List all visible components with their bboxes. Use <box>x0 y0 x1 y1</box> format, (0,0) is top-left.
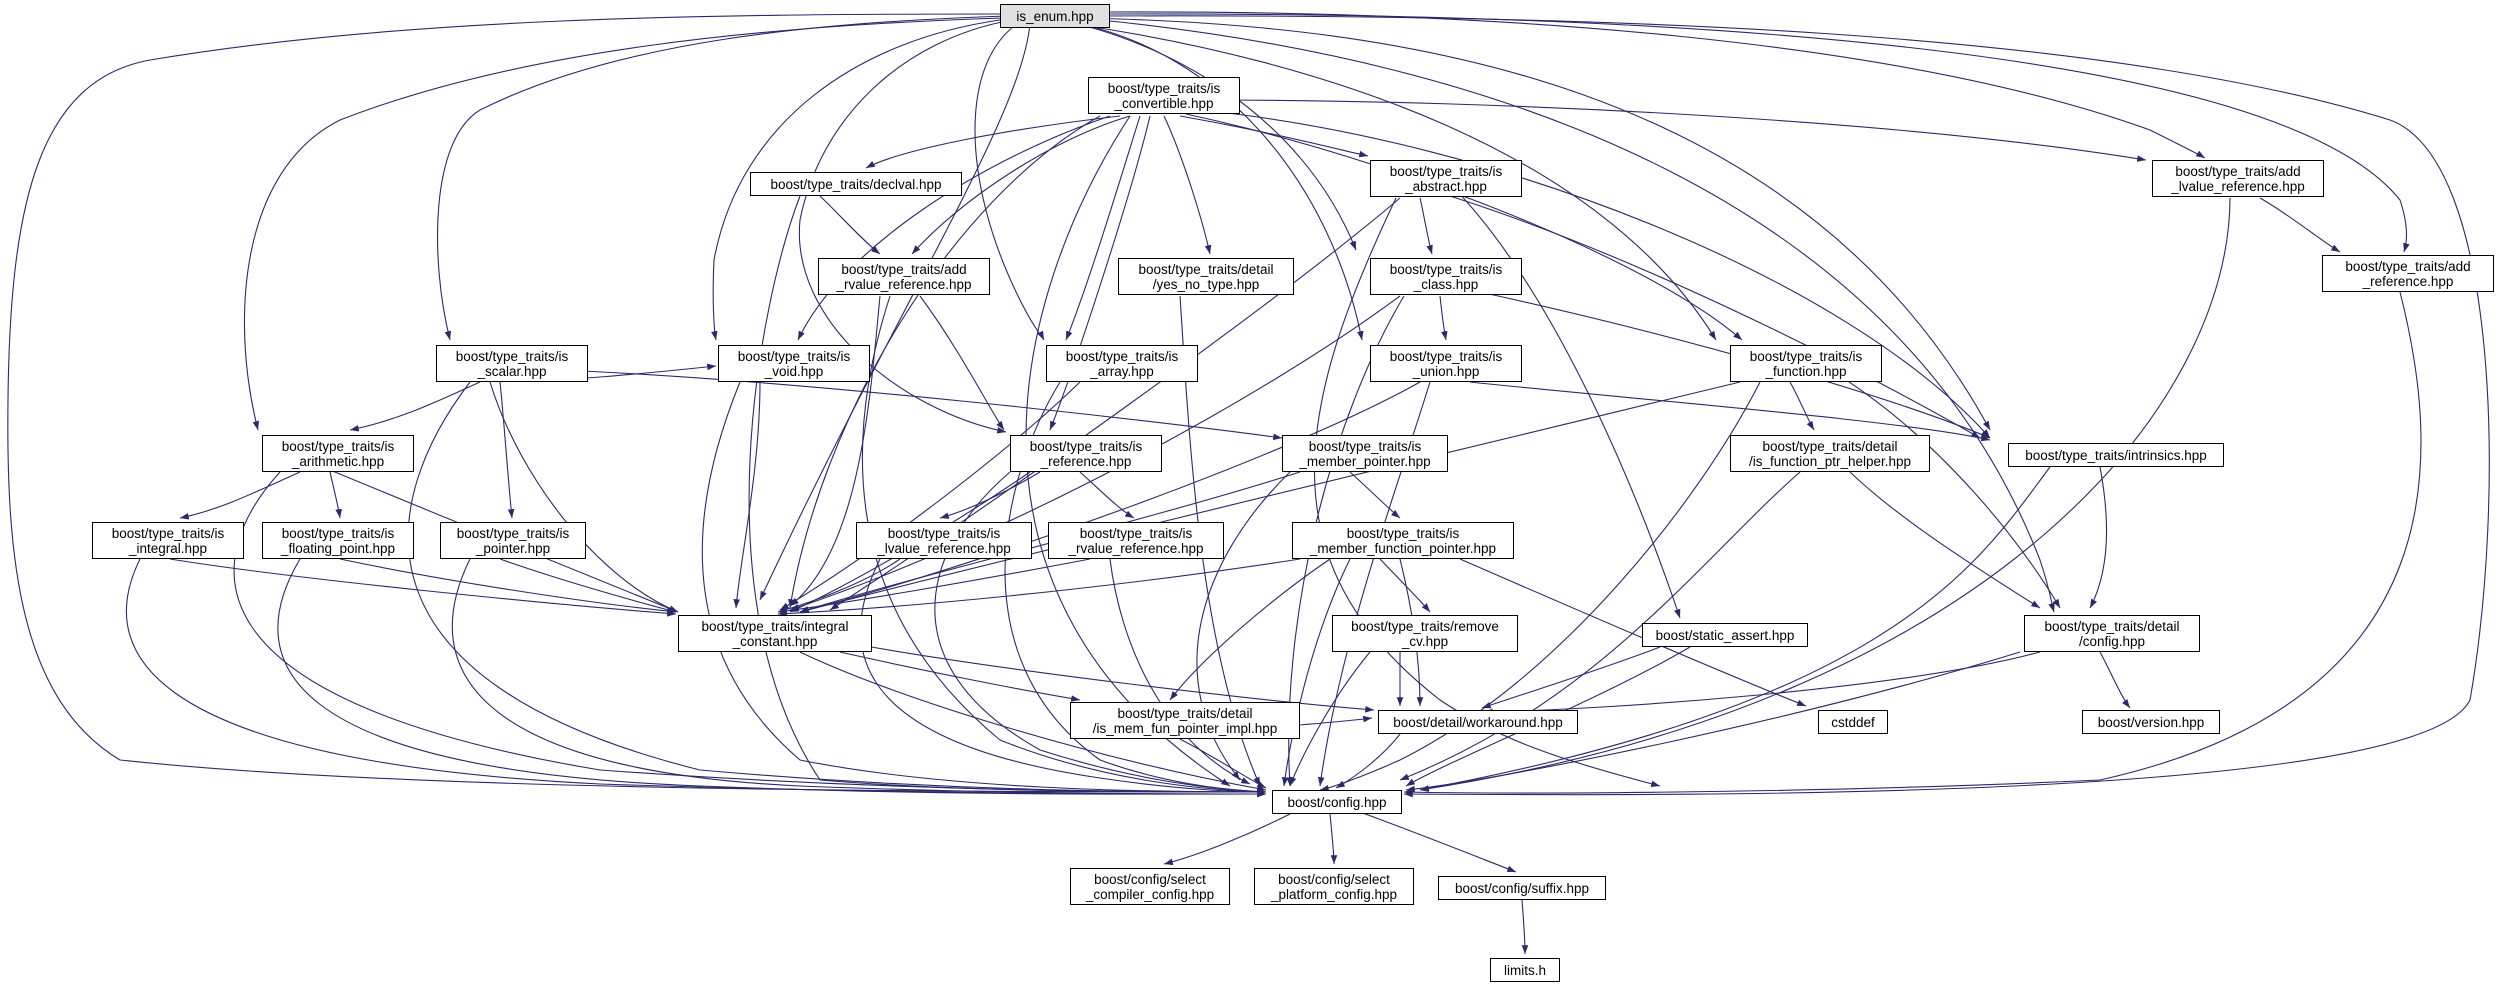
graph-node-is_scalar[interactable] <box>436 345 588 382</box>
graph-node-label: boost/type_traits/integral <box>701 618 849 634</box>
graph-node-select_platform[interactable] <box>1254 868 1414 905</box>
graph-node-label: /yes_no_type.hpp <box>1152 276 1260 292</box>
graph-node-label: boost/config/select <box>1278 871 1390 887</box>
graph-node-label: boost/type_traits/add <box>2345 258 2471 274</box>
graph-node-label: _array.hpp <box>1090 363 1154 379</box>
graph-node-label: _lvalue_reference.hpp <box>877 540 1011 556</box>
graph-node-label: boost/type_traits/is <box>1389 163 1503 179</box>
graph-node-label: boost/type_traits/is <box>737 348 851 364</box>
graph-node-label: boost/type_traits/is <box>1749 348 1863 364</box>
graph-node-label: boost/version.hpp <box>2097 714 2205 730</box>
graph-node-intrinsics[interactable] <box>2008 443 2224 467</box>
graph-node-is_member_func_ptr[interactable] <box>1292 522 1514 559</box>
graph-node-is_union[interactable] <box>1370 345 1522 382</box>
graph-node-label: boost/type_traits/add <box>2175 163 2301 179</box>
graph-node-label: boost/type_traits/is <box>456 525 570 541</box>
graph-node-label: _member_pointer.hpp <box>1299 453 1431 469</box>
graph-node-label: _arithmetic.hpp <box>291 453 385 469</box>
graph-node-label: _function.hpp <box>1765 363 1847 379</box>
graph-node-label: _union.hpp <box>1412 363 1480 379</box>
graph-node-label: boost/type_traits/is <box>455 348 569 364</box>
graph-node-label: boost/config/select <box>1094 871 1206 887</box>
graph-node-label: _lvalue_reference.hpp <box>2171 178 2305 194</box>
graph-node-is_pointer[interactable] <box>440 522 586 559</box>
graph-node-label: boost/type_traits/is <box>1308 438 1422 454</box>
graph-node-label: _reference.hpp <box>1040 453 1132 469</box>
graph-node-is_class[interactable] <box>1370 258 1522 295</box>
graph-node-is_void[interactable] <box>718 345 870 382</box>
graph-node-label: _integral.hpp <box>128 540 208 556</box>
graph-node-label: boost/type_traits/detail <box>1117 705 1253 721</box>
graph-node-label: _compiler_config.hpp <box>1085 886 1215 902</box>
graph-node-add_rvalue_ref[interactable] <box>818 258 990 295</box>
graph-node-is_arithmetic[interactable] <box>262 435 414 472</box>
graph-node-label: boost/type_traits/is <box>1346 525 1460 541</box>
graph-node-is_func_ptr_helper[interactable] <box>1730 435 1930 472</box>
graph-node-version[interactable] <box>2082 710 2220 734</box>
graph-node-label: boost/type_traits/is <box>1029 438 1143 454</box>
graph-node-is_member_pointer[interactable] <box>1282 435 1448 472</box>
graph-node-declval[interactable] <box>750 172 962 196</box>
graph-node-label: _cv.hpp <box>1401 633 1449 649</box>
graph-node-label: boost/type_traits/detail <box>1138 261 1274 277</box>
graph-node-config_suffix[interactable] <box>1438 876 1606 900</box>
graph-node-label: /is_function_ptr_helper.hpp <box>1748 453 1912 469</box>
graph-node-label: boost/type_traits/remove <box>1351 618 1499 634</box>
graph-node-label: boost/type_traits/declval.hpp <box>770 176 942 192</box>
graph-node-label: _rvalue_reference.hpp <box>1068 540 1204 556</box>
graph-node-label: is_enum.hpp <box>1016 8 1094 24</box>
graph-node-label: boost/type_traits/is <box>281 525 395 541</box>
graph-node-label: _member_function_pointer.hpp <box>1309 540 1497 556</box>
graph-node-is_floating_point[interactable] <box>262 522 414 559</box>
graph-node-label: boost/type_traits/add <box>841 261 967 277</box>
graph-node-label: _void.hpp <box>764 363 824 379</box>
graph-node-label: /config.hpp <box>2078 633 2146 649</box>
graph-node-label: boost/type_traits/is <box>1065 348 1179 364</box>
graph-node-yes_no_type[interactable] <box>1118 258 1294 295</box>
graph-node-label: cstddef <box>1831 714 1875 730</box>
graph-node-label: _rvalue_reference.hpp <box>836 276 972 292</box>
graph-node-label: boost/type_traits/is <box>1079 525 1193 541</box>
graph-node-label: _reference.hpp <box>2362 273 2454 289</box>
graph-node-label: boost/detail/workaround.hpp <box>1393 714 1563 730</box>
graph-node-label: boost/type_traits/detail <box>1762 438 1898 454</box>
graph-node-is_function[interactable] <box>1730 345 1882 382</box>
graph-node-cstddef[interactable] <box>1818 710 1888 734</box>
graph-node-tt_detail_config[interactable] <box>2024 615 2200 652</box>
graph-node-is_abstract[interactable] <box>1370 160 1522 197</box>
graph-node-label: boost/type_traits/is <box>1389 348 1503 364</box>
graph-node-label: boost/type_traits/is <box>281 438 395 454</box>
graph-node-label: _scalar.hpp <box>477 363 547 379</box>
graph-node-is_convertible[interactable] <box>1088 77 1240 114</box>
graph-node-is_mem_fun_ptr_impl[interactable] <box>1070 702 1300 739</box>
graph-node-select_compiler[interactable] <box>1070 868 1230 905</box>
graph-node-label: boost/type_traits/is <box>111 525 225 541</box>
graph-node-add_lvalue_ref[interactable] <box>2152 160 2324 197</box>
graph-node-label: boost/type_traits/intrinsics.hpp <box>2025 447 2207 463</box>
graph-node-label: boost/config/suffix.hpp <box>1454 880 1590 896</box>
graph-node-label: _convertible.hpp <box>1114 95 1214 111</box>
graph-node-workaround[interactable] <box>1378 710 1578 734</box>
graph-node-label: boost/static_assert.hpp <box>1655 627 1795 643</box>
graph-node-label: _pointer.hpp <box>475 540 551 556</box>
graph-node-remove_cv[interactable] <box>1332 615 1518 652</box>
graph-node-label: _floating_point.hpp <box>280 540 396 556</box>
graph-node-label: boost/type_traits/is <box>887 525 1001 541</box>
graph-node-label: boost/type_traits/detail <box>2044 618 2180 634</box>
graph-node-label: /is_mem_fun_pointer_impl.hpp <box>1092 720 1278 736</box>
graph-node-limits[interactable] <box>1490 958 1560 982</box>
graph-node-label: limits.h <box>1503 962 1546 978</box>
graph-node-label: _constant.hpp <box>732 633 818 649</box>
graph-node-label: boost/config.hpp <box>1287 794 1387 810</box>
graph-node-is_lvalue_reference[interactable] <box>856 522 1032 559</box>
graph-node-config[interactable] <box>1272 790 1402 814</box>
graph-node-is_rvalue_reference[interactable] <box>1048 522 1224 559</box>
graph-node-label: boost/type_traits/is <box>1389 261 1503 277</box>
graph-node-label: _class.hpp <box>1413 276 1479 292</box>
graph-node-label: _abstract.hpp <box>1405 178 1487 194</box>
graph-node-add_reference[interactable] <box>2322 255 2494 292</box>
graph-node-is_enum[interactable] <box>1000 4 1110 28</box>
graph-node-label: boost/type_traits/is <box>1107 80 1221 96</box>
graph-node-static_assert[interactable] <box>1642 623 1808 647</box>
graph-node-is_reference[interactable] <box>1010 435 1162 472</box>
graph-node-is_array[interactable] <box>1046 345 1198 382</box>
graph-node-integral_constant[interactable] <box>678 615 872 652</box>
graph-node-label: _platform_config.hpp <box>1270 886 1398 902</box>
graph-node-is_integral[interactable] <box>92 522 244 559</box>
